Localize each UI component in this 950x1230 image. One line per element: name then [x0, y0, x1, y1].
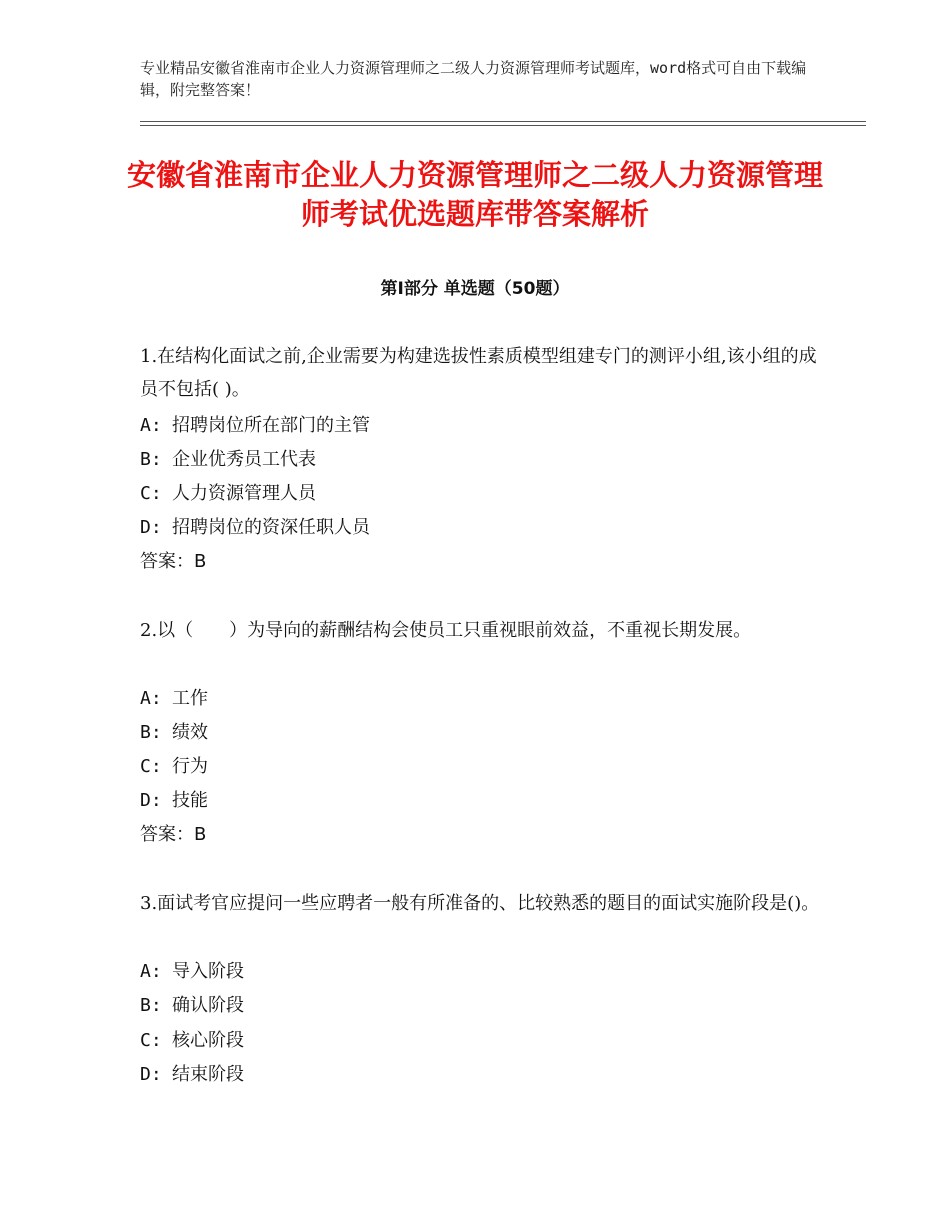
option-text: 绩效 — [172, 722, 208, 743]
question-option — [140, 754, 820, 780]
option-text: 行为 — [172, 756, 208, 777]
question-option — [140, 413, 820, 439]
option-label: A: — [140, 415, 162, 436]
option-label: C: — [140, 1030, 162, 1051]
question-stem: 1.在结构化面试之前,企业需要为构建选拔性素质模型组建专门的测评小组,该小组的成员不包括( )。 — [140, 346, 817, 400]
option-text: 核心阶段 — [172, 1030, 244, 1051]
option-text: 导入阶段 — [172, 961, 244, 982]
option-label: D: — [140, 517, 162, 538]
option-text: 确认阶段 — [172, 995, 244, 1016]
answer-line: 答案：B — [140, 551, 207, 572]
section-heading: 第Ⅰ部分 单选题（50题） — [380, 279, 570, 299]
question-stem: 3.面试考官应提问一些应聘者一般有所准备的、比较熟悉的题目的面试实施阶段是()。 — [140, 893, 820, 914]
question-option — [140, 1028, 820, 1054]
question-option — [140, 720, 820, 746]
option-label: B: — [140, 722, 162, 743]
document-title: 安徽省淮南市企业人力资源管理师之二级人力资源管理师考试优选题库带答案解析 — [126, 158, 823, 231]
option-label: B: — [140, 449, 162, 470]
header-note: 专业精品安徽省淮南市企业人力资源管理师之二级人力资源管理师考试题库，word格式可自由下载编辑，附完整答案！ — [140, 59, 807, 99]
option-label: D: — [140, 1064, 162, 1085]
question-option — [140, 447, 820, 473]
option-label: D: — [140, 790, 162, 811]
option-text: 企业优秀员工代表 — [172, 449, 316, 470]
answer-line: 答案：B — [140, 824, 207, 845]
question-option — [140, 481, 820, 507]
question-option — [140, 1062, 820, 1088]
option-text: 招聘岗位所在部门的主管 — [172, 415, 370, 436]
question-option — [140, 788, 820, 814]
option-label: C: — [140, 756, 162, 777]
option-text: 工作 — [172, 688, 208, 709]
option-text: 招聘岗位的资深任职人员 — [172, 517, 370, 538]
question-option — [140, 959, 820, 985]
question-stem: 2.以（ ）为导向的薪酬结构会使员工只重视眼前效益，不重视长期发展。 — [140, 620, 752, 641]
option-text: 人力资源管理人员 — [172, 483, 316, 504]
option-label: A: — [140, 688, 162, 709]
option-label: C: — [140, 483, 162, 504]
header-divider-bottom — [140, 125, 866, 126]
question-option — [140, 515, 820, 541]
option-label: B: — [140, 995, 162, 1016]
option-label: A: — [140, 961, 162, 982]
option-text: 技能 — [172, 790, 208, 811]
question-option — [140, 993, 820, 1019]
header-divider-top — [140, 121, 866, 122]
option-text: 结束阶段 — [172, 1064, 244, 1085]
question-option — [140, 686, 820, 712]
